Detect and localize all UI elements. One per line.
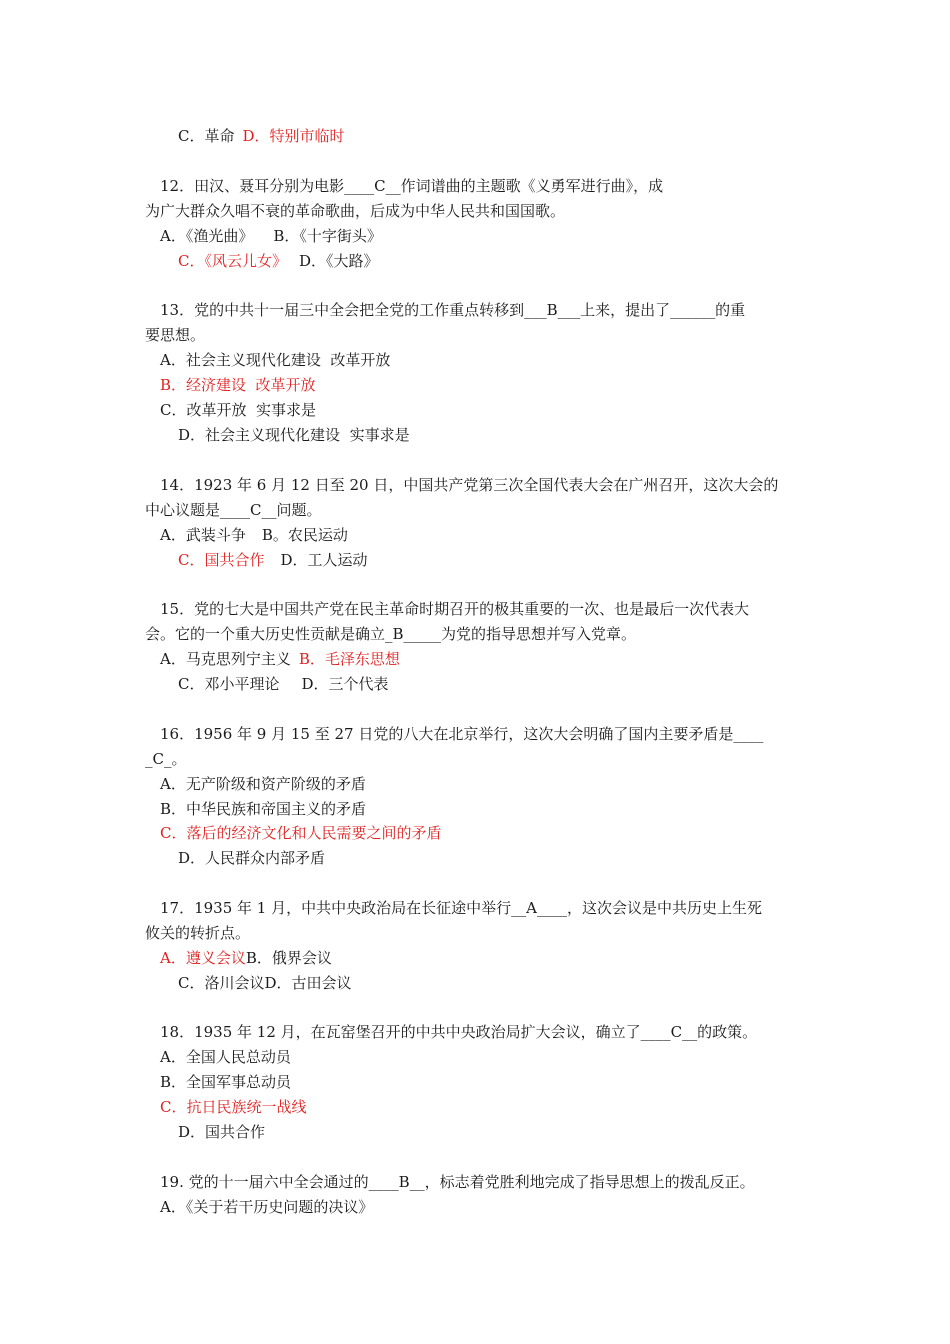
q12-option-d: D．《大路》 — [298, 252, 379, 270]
q15-stem-line2: 会。它的一个重大历史性贡献是确立_B_____为党的指导思想并写入党章。 — [145, 625, 637, 643]
q15-option-c: C．邓小平理论 — [178, 675, 280, 693]
q17-options-cd — [178, 973, 352, 993]
q12-option-b: B．《十字街头》 — [273, 227, 382, 245]
q16-option-a: A．无产阶级和资产阶级的矛盾 — [160, 775, 366, 793]
q18-option-a: A．全国人民总动员 — [160, 1048, 291, 1066]
q14-option-b: B。农民运动 — [261, 526, 348, 544]
q15-options-ab — [160, 649, 400, 669]
q17-option-b: B．俄界会议 — [245, 949, 332, 967]
q12-option-a: A．《渔光曲》 — [160, 227, 254, 245]
q16-stem-line2: _C_。 — [145, 750, 187, 768]
q17-stem-line2: 攸关的转折点。 — [145, 924, 251, 942]
q11-option-d-answer: D．特别市临时 — [242, 127, 345, 145]
q15-option-d: D．三个代表 — [301, 675, 389, 693]
q12-options-cd — [178, 251, 379, 271]
q12-options-ab — [160, 226, 382, 246]
q18-option-b: B．全国军事总动员 — [160, 1073, 292, 1091]
q15-stem-line1: 15．党的七大是中国共产党在民主革命时期召开的极其重要的一次、也是最后一次代表大 — [160, 600, 750, 618]
q12-option-c-answer: C．《风云儿女》 — [178, 252, 287, 270]
q13-stem-line1: 13．党的中共十一届三中全会把全党的工作重点转移到___B___上来，提出了______的重 — [160, 301, 746, 319]
q18-stem-line1: 18．1935 年 12 月，在瓦窑堡召开的中共中央政治局扩大会议，确立了____C__的政策。 — [160, 1023, 758, 1041]
q15-options-cd — [178, 674, 389, 694]
q19-stem-line1: 19. 党的十一届六中全会通过的____B__，标志着党胜利地完成了指导思想上的拨乱反正。 — [160, 1173, 755, 1191]
q16-option-b: B．中华民族和帝国主义的矛盾 — [160, 800, 367, 818]
q17-options-ab — [160, 948, 332, 968]
q14-option-a: A．武装斗争 — [160, 526, 246, 544]
q14-option-d: D．工人运动 — [280, 551, 368, 569]
q14-options-cd — [178, 550, 368, 570]
q17-stem-line1: 17．1935 年 1 月，中共中央政治局在长征途中举行__A____，这次会议是中共历史上生死 — [160, 899, 762, 917]
q14-stem-line1: 14．1923 年 6 月 12 日至 20 日，中国共产党第三次全国代表大会在广州召开，这次大会的 — [160, 476, 779, 494]
q12-stem-line2: 为广大群众久唱不衰的革命歌曲，后成为中华人民共和国国歌。 — [145, 202, 566, 220]
q14-option-c-answer: C．国共合作 — [178, 551, 265, 569]
q18-option-d: D．国共合作 — [178, 1123, 266, 1141]
q12-stem-line1: 12．田汉、聂耳分别为电影____C__作词谱曲的主题歌《义勇军进行曲》，成 — [160, 177, 664, 195]
q17-option-a-answer: A．遵义会议 — [160, 949, 246, 967]
q16-stem-line1: 16．1956 年 9 月 15 至 27 日党的八大在北京举行，这次大会明确了国内主要矛盾是____ — [160, 725, 764, 743]
q16-option-c-answer: C．落后的经济文化和人民需要之间的矛盾 — [160, 824, 442, 842]
q17-option-c: C．洛川会议 — [178, 974, 265, 992]
q14-stem-line2: 中心议题是____C__问题。 — [145, 501, 322, 519]
q13-stem-line2: 要思想。 — [145, 326, 206, 344]
q13-option-b-answer: B．经济建设 改革开放 — [160, 376, 316, 394]
q19-option-a: A．《关于若干历史问题的决议》 — [160, 1198, 374, 1216]
q13-option-a: A．社会主义现代化建设 改革开放 — [160, 351, 391, 369]
q18-option-c-answer: C．抗日民族统一战线 — [160, 1098, 307, 1116]
q14-options-ab — [160, 525, 348, 545]
q13-option-d: D．社会主义现代化建设 实事求是 — [178, 426, 410, 444]
q11-options-cd — [178, 126, 345, 146]
q16-option-d: D．人民群众内部矛盾 — [178, 849, 326, 867]
q11-option-c: C．革命 — [178, 127, 235, 145]
q17-option-d: D．古田会议 — [264, 974, 352, 992]
q15-option-b-answer: B．毛泽东思想 — [298, 650, 400, 668]
q13-option-c: C．改革开放 实事求是 — [160, 401, 317, 419]
q15-option-a: A．马克思列宁主义 — [160, 650, 291, 668]
